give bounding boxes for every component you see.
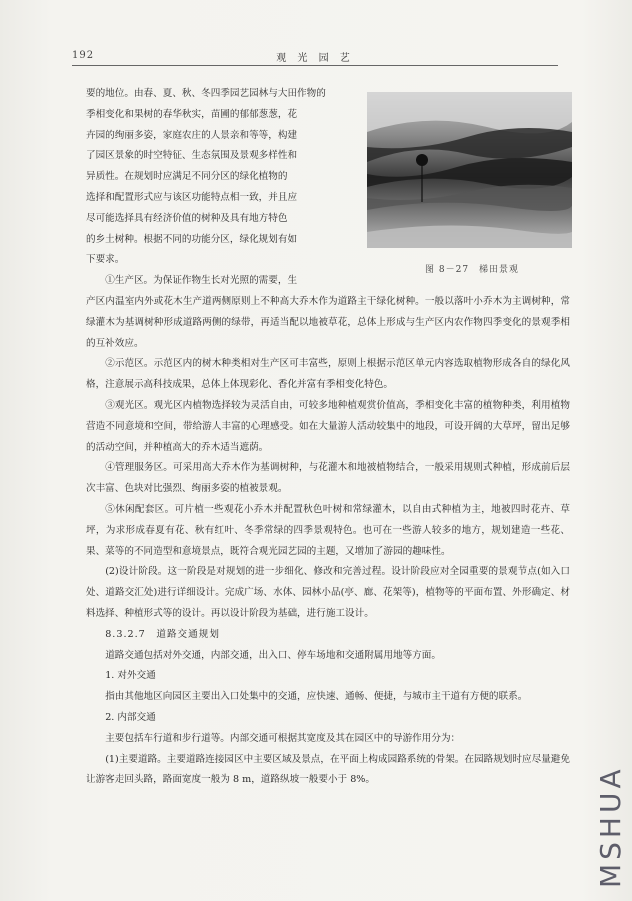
section-heading: 8.3.2.7 道路交通规划: [105, 628, 220, 640]
service-zone-paragraph: ④管理服务区。可采用高大乔木作为基调树种，与花灌木和地被植物结合，一般采用规则式种植，形成前后层次丰富、色块对比强烈、绚丽多姿的植被景观。: [86, 462, 570, 495]
running-title: 观 光 园 艺: [276, 53, 354, 64]
external-traffic-paragraph: 指由其他地区向园区主要出入口处集中的交通，应快速、通畅、便捷，与城市主干道有方便的联系。: [105, 691, 528, 703]
production-line-1: ①生产区。为保证作物生长对光照的需要，生: [105, 275, 298, 287]
watermark: [590, 730, 630, 890]
main-text: [86, 84, 570, 791]
text-line: 要的地位。由春、夏、秋、冬四季园艺园林与大田作物的: [86, 88, 326, 99]
page-number: 192: [72, 50, 95, 61]
road-intro-paragraph: 道路交通包括对外交通，内部交通，出入口、停车场地和交通附属用地等方面。: [105, 649, 441, 661]
text-line: 尽可能选择具有经济价值的树种及具有地方特色: [86, 212, 288, 224]
intro-paragraph: [86, 84, 356, 292]
page-header: [72, 46, 558, 66]
internal-traffic-heading: 2. 内部交通: [105, 711, 156, 723]
text-line: 异质性。在规划时应满足不同分区的绿化植物的: [86, 171, 288, 183]
main-road-paragraph: (1)主要道路。主要道路连接园区中主要区域及景点，在平面上构成园路系统的骨架。在园路规划时应尽量避免让游客走回头路，路面宽度一般为 8 m，道路纵坡一般要小于 8%。: [86, 753, 570, 786]
text-line: 的乡土树种。根据不同的功能分区，绿化规划有如: [86, 233, 298, 245]
demo-zone-paragraph: ②示范区。示范区内的树木种类相对生产区可丰富些，原则上根据示范区单元内容选取植物形成各自的绿化风格，注意展示高科技成果，总体上体现彩化、香化并富有季相变化特色。: [86, 358, 570, 391]
text-line: 卉园的绚丽多姿，家庭农庄的人景亲和等等，构建: [86, 129, 298, 141]
design-stage-paragraph: (2)设计阶段。这一阶段是对规划的进一步细化、修改和完善过程。设计阶段应对全园重要的景观节点(如入口处、道路交汇处)进行详细设计。完成广场、水体、园林小品(亭、廊、花架等)，植物等的平面布置、外形确定、材料选择、种植形式等的设计。再以设计阶段为基础，进行施工设计。: [86, 566, 570, 619]
header-rule: [72, 65, 558, 66]
watermark-text: MSHUA: [594, 765, 627, 888]
figure-caption: 图 8－27 梯田景观: [425, 265, 520, 275]
text-line: 季相变化和果树的春华秋实，苗圃的郁郁葱葱，花: [86, 108, 298, 120]
internal-traffic-paragraph: 主要包括车行道和步行道等。内部交通可根据其宽度及其在园区中的导游作用分为：: [105, 732, 461, 744]
viewing-zone-paragraph: ③观光区。观光区内植物选择较为灵活自由，可较多地种植观赏价值高，季相变化丰富的植物种类，利用植物营造不同意境和空间，带给游人丰富的心理感受。如在大量游人活动较集中的地段，可设开阔的大草坪，留出足够的活动空间，并种植高大的乔木适当遮荫。: [86, 399, 570, 453]
production-zone-paragraph: 产区内温室内外或花木生产道两侧原则上不种高大乔木作为道路主干绿化树种。一般以落叶小乔木为主调树种，常绿灌木为基调树种形成道路两侧的绿带，再适当配以地被草花，总体上形成与生产区内农作物四季变化的景观季相的互补效应。: [86, 295, 570, 349]
text-line: 了园区景象的时空特征、生态氛围及景观多样性和: [86, 150, 298, 162]
leisure-zone-paragraph: ⑤休闲配套区。可片植一些观花小乔木并配置秋色叶树和常绿灌木，以自由式种植为主，地被四时花卉、草坪，为求形成春夏有花、秋有红叶、冬季常绿的四季景观特色。也可在一些游人较多的地方，规划建造一些花、果、菜等的不同造型和意境景点，既符合观光园艺园的主题，又增加了游园的趣味性。: [86, 503, 570, 557]
text-line: 下要求。: [86, 254, 125, 266]
text-line: 选择和配置形式应与该区功能特点相一致，并且应: [86, 191, 298, 203]
external-traffic-heading: 1. 对外交通: [105, 670, 156, 682]
